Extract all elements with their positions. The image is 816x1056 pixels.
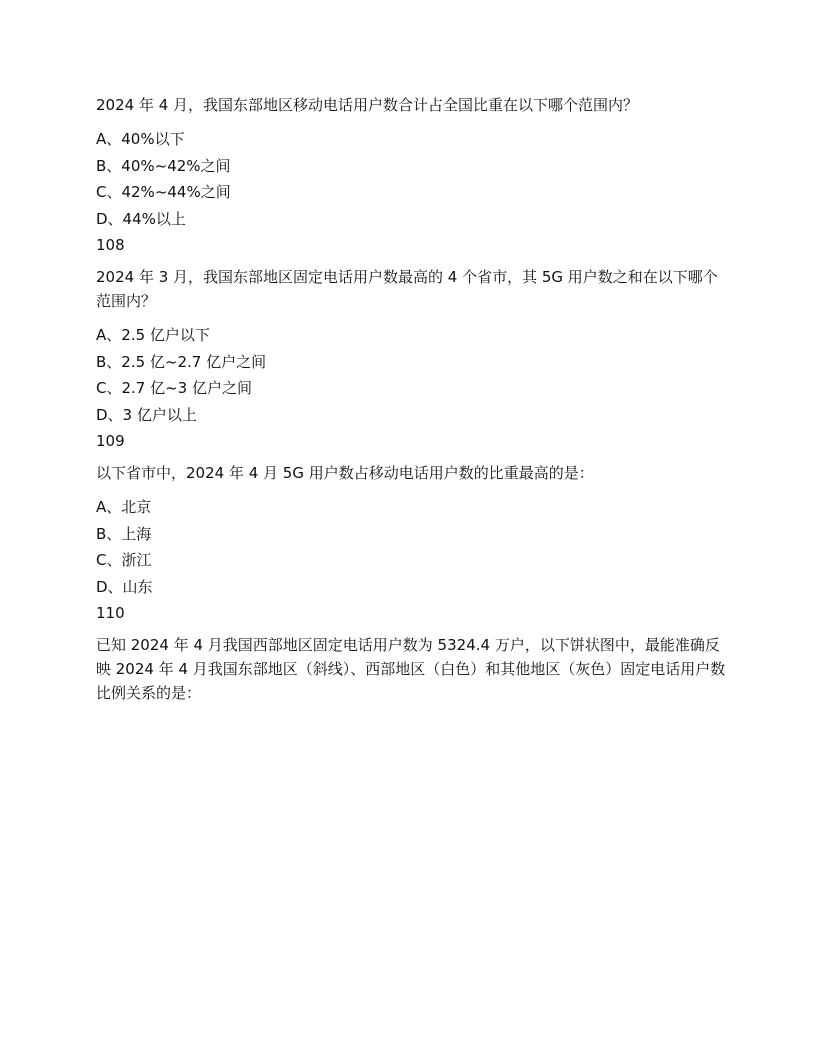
option-b: B、2.5 亿~2.7 亿户之间: [96, 352, 267, 371]
option-list: [96, 322, 726, 428]
option-a: A、2.5 亿户以下: [96, 326, 210, 344]
option-c: C、浙江: [96, 551, 152, 569]
option-a: A、40%以下: [96, 130, 185, 148]
option-d: D、3 亿户以上: [96, 405, 197, 424]
question-text: 2024 年 4 月，我国东部地区移动电话用户数合计占全国比重在以下哪个范围内？: [96, 96, 639, 114]
question-number: 108: [96, 236, 125, 254]
question-number: 110: [96, 604, 125, 622]
option-b: B、40%~42%之间: [96, 156, 231, 175]
question-text: 已知 2024 年 4 月我国西部地区固定电话用户数为 5324.4 万户，以下饼状图中，最能准确反映 2024 年 4 月我国东部地区（斜线）、西部地区（白色）和其他地区（灰色）固定电话用户数比例关系的是：: [96, 636, 726, 702]
option-list: [96, 494, 726, 600]
option-c: C、2.7 亿~3 亿户之间: [96, 379, 252, 397]
option-c: C、42%~44%之间: [96, 183, 231, 201]
option-b: B、上海: [96, 524, 152, 543]
question-text: 2024 年 3 月，我国东部地区固定电话用户数最高的 4 个省市，其 5G 用户数之和在以下哪个范围内？: [96, 268, 718, 310]
option-d: D、44%以上: [96, 209, 186, 228]
option-d: D、山东: [96, 577, 153, 596]
question-number: 109: [96, 432, 125, 450]
document-page: [96, 93, 726, 714]
option-a: A、北京: [96, 498, 152, 516]
question-text: 以下省市中，2024 年 4 月 5G 用户数占移动电话用户数的比重最高的是：: [96, 464, 594, 482]
option-list: [96, 126, 726, 232]
